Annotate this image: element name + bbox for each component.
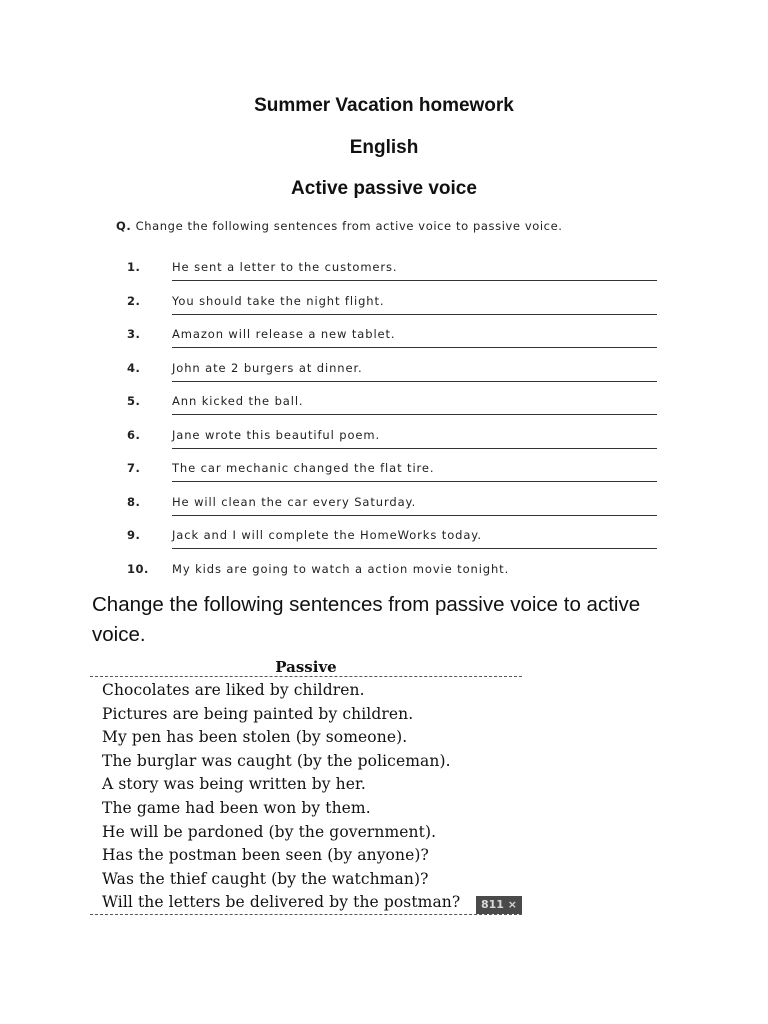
active-to-passive-exercise	[108, 218, 684, 588]
item-sentence: Ann kicked the ball.	[172, 394, 304, 408]
page-count-overlay[interactable]: 811 ×	[476, 896, 522, 914]
answer-line[interactable]	[172, 515, 657, 516]
exercise-item	[108, 294, 684, 327]
passive-sentence: The burglar was caught (by the policeman).	[102, 751, 451, 770]
item-sentence: The car mechanic changed the flat tire.	[172, 461, 435, 475]
item-sentence: Jane wrote this beautiful poem.	[172, 427, 381, 442]
item-number: 6.	[127, 427, 141, 442]
exercise-item	[108, 461, 684, 494]
exercise-item	[108, 394, 684, 427]
item-number: 9.	[127, 528, 141, 542]
passive-sentence: Pictures are being painted by children.	[102, 704, 414, 723]
item-sentence: He will clean the car every Saturday.	[172, 494, 417, 509]
item-sentence: Jack and I will complete the HomeWorks today.	[172, 528, 482, 542]
passive-sentence: A story was being written by her.	[102, 775, 366, 794]
passive-sentence: The game had been won by them.	[102, 799, 371, 817]
subject-heading: English	[349, 137, 419, 158]
table-bottom-rule	[90, 914, 522, 915]
item-sentence: My kids are going to watch a action movie tonight.	[172, 561, 510, 576]
question-label: Q.	[116, 219, 132, 233]
topic-heading: Active passive voice	[291, 178, 477, 199]
passive-column-header: Passive	[275, 658, 337, 676]
exercise-item	[108, 495, 684, 528]
item-number: 4.	[127, 360, 141, 375]
instruction-text: Change the following sentences from active voice to passive voice.	[135, 219, 563, 233]
page-title: Summer Vacation homework	[254, 95, 514, 116]
item-sentence: He sent a letter to the customers.	[172, 260, 398, 274]
passive-sentences-table	[90, 656, 522, 920]
exercise-item	[108, 361, 684, 394]
answer-line[interactable]	[172, 280, 657, 281]
item-number: 7.	[127, 461, 141, 475]
item-sentence: Amazon will release a new tablet.	[172, 327, 396, 341]
item-number: 3.	[127, 327, 141, 341]
passive-sentence: Has the postman been seen (by anyone)?	[102, 846, 429, 865]
item-sentence: You should take the night flight.	[172, 293, 385, 308]
answer-line[interactable]	[172, 381, 657, 382]
item-sentence: John ate 2 burgers at dinner.	[172, 360, 363, 375]
answer-line[interactable]	[172, 548, 657, 549]
answer-line[interactable]	[172, 414, 657, 415]
exercise-item	[108, 260, 684, 293]
item-number: 1.	[127, 260, 141, 274]
passive-sentence: Chocolates are liked by children.	[102, 681, 365, 699]
passive-sentence: Will the letters be delivered by the postman?	[102, 893, 461, 912]
passive-sentence: My pen has been stolen (by someone).	[102, 728, 408, 747]
exercise-item	[108, 528, 684, 561]
exercise-item	[108, 428, 684, 461]
answer-line[interactable]	[172, 314, 657, 315]
answer-line[interactable]	[172, 448, 657, 449]
item-number: 10.	[127, 561, 149, 576]
exercise2-instruction: Change the following sentences from passive voice to active voice.	[92, 593, 641, 646]
table-top-rule	[90, 676, 522, 677]
passive-sentence: Was the thief caught (by the watchman)?	[102, 869, 429, 888]
item-number: 5.	[127, 394, 141, 408]
answer-line[interactable]	[172, 481, 657, 482]
answer-line[interactable]	[172, 347, 657, 348]
exercise-item	[108, 327, 684, 360]
item-number: 8.	[127, 494, 141, 509]
exercise1-instruction	[116, 220, 681, 232]
item-number: 2.	[127, 293, 141, 308]
passive-sentence: He will be pardoned (by the government).	[102, 822, 437, 841]
